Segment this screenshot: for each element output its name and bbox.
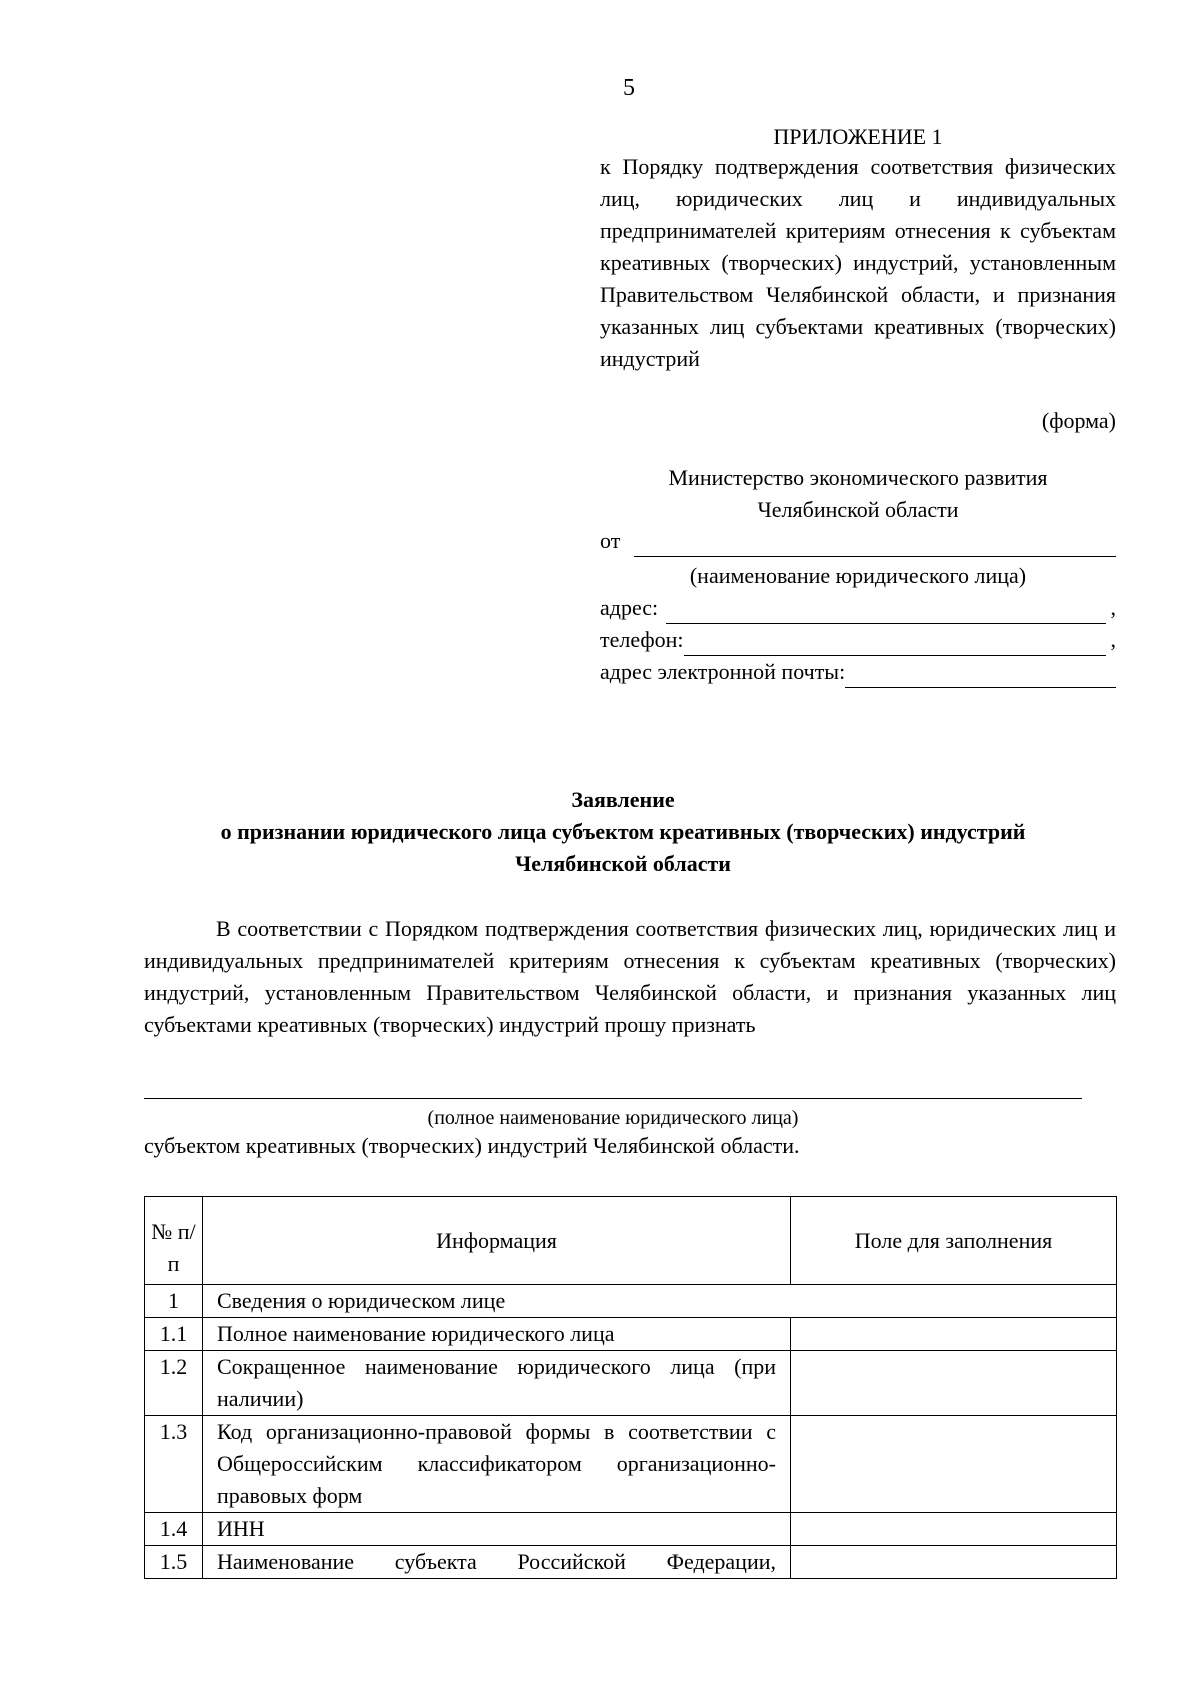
table-row bbox=[145, 1416, 1117, 1513]
header-info: Информация bbox=[203, 1197, 791, 1285]
row-fill-cell[interactable] bbox=[791, 1416, 1117, 1513]
full-name-caption: (полное наименование юридического лица) bbox=[427, 1107, 799, 1129]
address-label: адрес: bbox=[600, 595, 659, 620]
row-num: 1.4 bbox=[145, 1513, 203, 1546]
page-number: 5 bbox=[623, 75, 635, 101]
section-num: 1 bbox=[145, 1285, 203, 1318]
row-num: 1.5 bbox=[145, 1546, 203, 1579]
section-title: Сведения о юридическом лице bbox=[203, 1285, 1117, 1318]
email-blank-line[interactable] bbox=[845, 661, 1116, 688]
from-label: от bbox=[600, 528, 621, 553]
table-row bbox=[145, 1351, 1117, 1416]
address-blank-line[interactable] bbox=[666, 597, 1106, 624]
info-table bbox=[144, 1196, 1117, 1579]
address-comma: , bbox=[1110, 595, 1116, 620]
email-label: адрес электронной почты: bbox=[600, 659, 846, 684]
row-fill-cell[interactable] bbox=[791, 1546, 1117, 1579]
address-field[interactable] bbox=[600, 592, 1116, 624]
from-field[interactable] bbox=[600, 525, 1116, 557]
appendix-title: ПРИЛОЖЕНИЕ 1 bbox=[773, 124, 943, 149]
row-info: Полное наименование юридического лица bbox=[203, 1318, 791, 1351]
row-info: Наименование субъекта Российской Федерации, bbox=[203, 1546, 791, 1579]
appendix-text: к Порядку подтверждения соответствия физических лиц, юридических лиц и индивидуальных предпринимателей критериям отнесения к субъектам креативных (творческих) индустрий, установленным Правительством Челябинской области, и признания указанных лиц субъектами креативных (творческих) индустрий bbox=[600, 154, 1116, 371]
full-name-blank-line[interactable] bbox=[144, 1098, 1082, 1099]
phone-blank-line[interactable] bbox=[684, 629, 1106, 656]
table-header-row bbox=[145, 1197, 1117, 1285]
row-fill-cell[interactable] bbox=[791, 1318, 1117, 1351]
row-fill-cell[interactable] bbox=[791, 1351, 1117, 1416]
email-field[interactable] bbox=[600, 656, 1116, 688]
header-num: № п/п bbox=[145, 1197, 203, 1285]
table-row bbox=[145, 1546, 1117, 1579]
form-label: (форма) bbox=[1041, 408, 1116, 433]
from-caption: (наименование юридического лица) bbox=[689, 563, 1027, 588]
from-blank-line[interactable] bbox=[634, 528, 1116, 557]
ministry-line-1: Министерство экономического развития bbox=[668, 465, 1048, 490]
row-info: Сокращенное наименование юридического лица (при наличии) bbox=[203, 1351, 791, 1416]
header-field: Поле для заполнения bbox=[791, 1197, 1117, 1285]
statement-subtitle-line-1: о признании юридического лица субъектом креативных (творческих) индустрий bbox=[220, 819, 1026, 844]
row-info: Код организационно-правовой формы в соответствии с Общероссийским классификатором организационно-правовых форм bbox=[203, 1416, 791, 1513]
row-num: 1.2 bbox=[145, 1351, 203, 1416]
phone-comma: , bbox=[1110, 627, 1116, 652]
row-info: ИНН bbox=[203, 1513, 791, 1546]
statement-body bbox=[144, 913, 1116, 1041]
statement-subtitle-line-2: Челябинской области bbox=[515, 851, 731, 876]
ministry-line-2: Челябинской области bbox=[757, 497, 959, 522]
addressee-ministry bbox=[600, 462, 1116, 526]
table-row bbox=[145, 1513, 1117, 1546]
statement-body-text: В соответствии с Порядком подтверждения соответствия физических лиц, юридических лиц и индивидуальных предпринимателей критериям отнесения к субъектам креативных (творческих) индустрий, установленным Правительством Челябинской области, и признания указанных лиц субъектами креативных (творческих) индустрий прошу признать bbox=[144, 916, 1116, 1037]
table-row bbox=[145, 1318, 1117, 1351]
statement-final-line: субъектом креативных (творческих) индустрий Челябинской области. bbox=[144, 1133, 800, 1158]
row-num: 1.3 bbox=[145, 1416, 203, 1513]
row-fill-cell[interactable] bbox=[791, 1513, 1117, 1546]
phone-field[interactable] bbox=[600, 624, 1116, 656]
row-num: 1.1 bbox=[145, 1318, 203, 1351]
table-section-row bbox=[145, 1285, 1117, 1318]
statement-title: Заявление bbox=[571, 787, 675, 812]
phone-label: телефон: bbox=[600, 627, 684, 652]
